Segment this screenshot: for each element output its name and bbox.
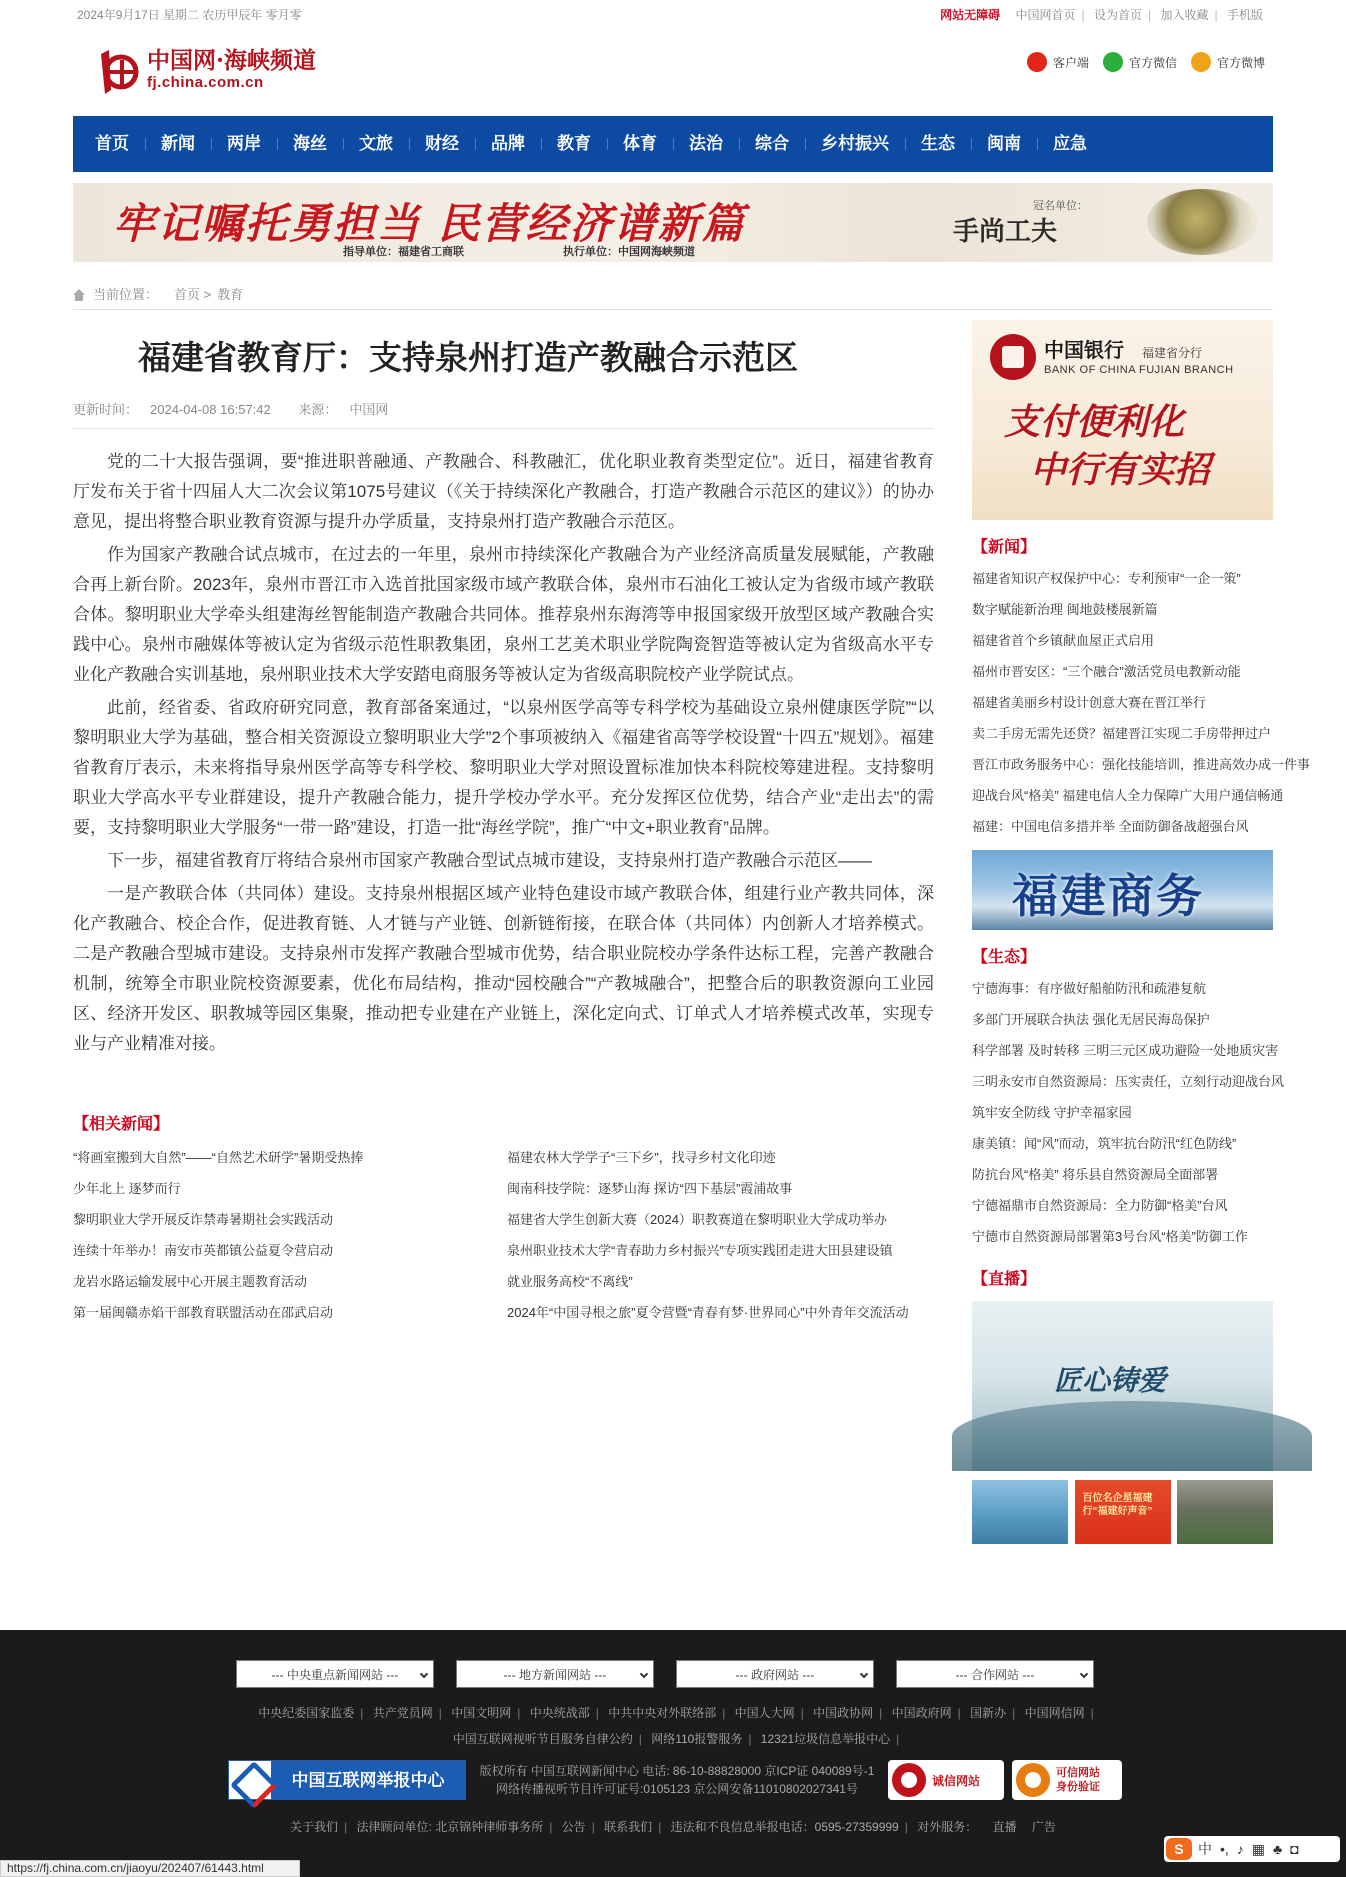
related-news-item[interactable]: 闽南科技学院：逐梦山海 探访“四下基层”霞浦故事 bbox=[507, 1181, 793, 1196]
footer-link[interactable]: 国新办 bbox=[970, 1706, 1007, 1720]
publish-time: 2024-04-08 16:57:42 bbox=[150, 402, 271, 417]
nav-item-education[interactable]: 教育 bbox=[541, 116, 607, 172]
news-item[interactable]: 迎战台风“格美” 福建电信人全力保障广大用户通信畅通 bbox=[972, 788, 1284, 803]
news-item[interactable]: 福建省美丽乡村设计创意大赛在晋江举行 bbox=[972, 695, 1207, 710]
ime-logo-icon: S bbox=[1166, 1838, 1192, 1860]
footer-link[interactable]: 中国文明网 bbox=[451, 1706, 512, 1720]
footer-link[interactable]: 法律顾问单位: 北京锦钟律师事务所 bbox=[356, 1820, 544, 1834]
breadcrumb-current[interactable]: 教育 bbox=[217, 287, 244, 302]
footer-link[interactable]: 公告 bbox=[561, 1820, 586, 1834]
nav-item-news[interactable]: 新闻 bbox=[145, 116, 211, 172]
related-news-item[interactable]: 龙岩水路运输发展中心开展主题教育活动 bbox=[73, 1274, 308, 1289]
interview-thumbnail[interactable] bbox=[1177, 1480, 1273, 1544]
bank-of-china-ad[interactable] bbox=[972, 320, 1273, 520]
nav-item-home[interactable]: 首页 bbox=[95, 134, 129, 153]
copyright-text bbox=[472, 1762, 882, 1798]
boc-slogan-2: 中行有实招 bbox=[1030, 449, 1211, 491]
nav-item-sports[interactable]: 体育 bbox=[607, 116, 673, 172]
logo-title: 中国网·海峡频道 bbox=[147, 47, 317, 74]
ecology-list bbox=[972, 973, 1285, 1252]
sidebar bbox=[972, 320, 1311, 1544]
ecology-item[interactable]: 宁德福鼎市自然资源局：全力防御“格美”台风 bbox=[972, 1198, 1228, 1213]
date-text: 2024年9月17日 星期二 农历甲辰年 零月零 bbox=[77, 8, 302, 22]
article-title: 福建省教育厅：支持泉州打造产教融合示范区 bbox=[138, 338, 798, 377]
boc-branch: 福建省分行 bbox=[1142, 346, 1203, 360]
related-news-item[interactable]: 黎明职业大学开展反诈禁毒暑期社会实践活动 bbox=[73, 1212, 334, 1227]
trusted-site-badge[interactable] bbox=[1012, 1760, 1122, 1800]
nav-item-minnan[interactable]: 闽南 bbox=[971, 116, 1037, 172]
weibo-icon bbox=[1191, 52, 1211, 72]
top-bar bbox=[73, 0, 1273, 30]
central-news-select[interactable]: --- 中央重点新闻网站 --- bbox=[236, 1660, 434, 1688]
nav-item-maritime-silk[interactable]: 海丝 bbox=[277, 116, 343, 172]
ecology-item[interactable]: 宁德海事：有序做好船舶防汛和疏港复航 bbox=[972, 981, 1207, 996]
live-thumbnails bbox=[972, 1480, 1273, 1544]
island-thumbnail[interactable] bbox=[972, 1480, 1068, 1544]
site-header bbox=[73, 30, 1273, 116]
article-paragraph: 此前，经省委、省政府研究同意，教育部备案通过，“以泉州医学高等专科学校为基础设立泉州健康医学院”“以黎明职业大学为基础，整合相关资源设立黎明职业大学”2个事项被纳入《福建省高等学校设置“十四五”规划》。福建省教育厅表示，未来将指导泉州医学高等专科学校、黎明职业大学对照设置标准加快本科院校筹建进程。支持黎明职业大学高水平专业群建设，提升产教融合能力，提升学校办学水平。充分发挥区位优势，结合产业“走出去”的需要，支持黎明职业大学服务“一带一路”建设，打造一批“海丝学院”，推广“中文+职业教育”品牌。 bbox=[73, 698, 934, 837]
boc-english-name: BANK OF CHINA FUJIAN BRANCH bbox=[1044, 364, 1234, 376]
weibo-label: 官方微博 bbox=[1216, 55, 1265, 70]
breadcrumb-label: 当前位置： bbox=[93, 287, 159, 302]
time-label: 更新时间： bbox=[73, 402, 139, 417]
footer-link[interactable]: 12321垃圾信息举报中心 bbox=[760, 1732, 891, 1746]
boc-slogan-1: 支付便利化 bbox=[1004, 401, 1185, 443]
article-source: 中国网 bbox=[349, 402, 389, 417]
related-news-item[interactable]: 福建省大学生创新大赛（2024）职教赛道在黎明职业大学成功举办 bbox=[507, 1212, 887, 1227]
article bbox=[73, 320, 934, 1544]
government-select[interactable]: --- 政府网站 --- bbox=[676, 1660, 874, 1688]
logo-domain: fj.china.com.cn bbox=[147, 74, 264, 91]
footer-link[interactable]: 中国网信网 bbox=[1024, 1706, 1085, 1720]
ecology-item[interactable]: 科学部署 及时转移 三明三元区成功避险一处地质灾害 bbox=[972, 1043, 1279, 1058]
punctuation-icon[interactable]: •, bbox=[1220, 1841, 1229, 1857]
client-icon bbox=[1027, 52, 1047, 72]
live-title: 匠心铸爱 bbox=[1054, 1364, 1167, 1397]
related-news-item[interactable]: 福建农林大学学子“三下乡”，找寻乡村文化印迹 bbox=[507, 1150, 776, 1165]
ecology-item[interactable]: 多部门开展联合执法 强化无居民海岛保护 bbox=[972, 1012, 1210, 1027]
footer-site-selects bbox=[236, 1660, 1116, 1688]
accessibility-link[interactable]: 网站无障碍 bbox=[940, 8, 1001, 22]
local-news-select[interactable]: --- 地方新闻网站 --- bbox=[456, 1660, 654, 1688]
footer-link[interactable]: 违法和不良信息举报电话：0595-27359999 bbox=[670, 1820, 899, 1834]
nav-item-brand[interactable]: 品牌 bbox=[475, 116, 541, 172]
ime-toolbar[interactable] bbox=[1164, 1836, 1340, 1862]
article-paragraph: 一是产教联合体（共同体）建设。支持泉州根据区域产业特色建设市域产教联合体，组建行业产教共同体，深化产教融合、校企合作，促进教育链、人才链与产业链、创新链衔接，在联合体（共同体）内创新人才培养模式。二是产教融合型城市建设。支持泉州市发挥产教融合型城市优势，结合职业院校办学条件达标工程，完善产教融合机制，统筹全市职业院校资源要素，优化布局结构，推动“园校融合”“产教城融合”，把整合后的职教资源向工业园区、经济开发区、职教城等园区集聚，推动把专业建在产业链上，深化定向式、订单式人才培养模式改革，实现专业与产业精准对接。 bbox=[73, 884, 934, 1053]
nav-item-general[interactable]: 综合 bbox=[739, 116, 805, 172]
banner-exec: 执行单位：中国网海峡频道 bbox=[563, 246, 695, 258]
ecology-item[interactable]: 三明永安市自然资源局：压实责任，立刻行动迎战台风 bbox=[972, 1074, 1285, 1089]
main-content bbox=[73, 320, 1311, 1544]
footer-links-row-3: 关于我们 | 法律顾问单位: 北京锦钟律师事务所 | 公告 | 联系我们 | 违法和不良信息举报电话：0595-27359999 | 对外服务： 直播 广告 bbox=[290, 1820, 1056, 1834]
ime-language[interactable]: 中 bbox=[1198, 1841, 1212, 1857]
related-news-heading: 【相关新闻】 bbox=[73, 1116, 170, 1133]
credible-site-badge[interactable] bbox=[888, 1760, 1004, 1800]
event-thumbnail-text: 百位名企星福建行“福建好声音” bbox=[1082, 1493, 1153, 1517]
live-video-thumbnail[interactable] bbox=[972, 1301, 1273, 1471]
footer-link[interactable]: 共产党员网 bbox=[372, 1706, 433, 1720]
site-logo[interactable] bbox=[87, 40, 316, 100]
related-news-item[interactable]: 2024年“中国寻根之旅”夏令营暨“青春有梦·世界同心”中外青年交流活动 bbox=[507, 1305, 909, 1320]
skin-icon[interactable]: ♣ bbox=[1273, 1841, 1283, 1857]
keyboard-icon[interactable]: ▦ bbox=[1251, 1840, 1266, 1857]
related-news-list bbox=[73, 1142, 934, 1328]
credible-site-label: 诚信网站 bbox=[932, 1773, 981, 1788]
footer-link[interactable]: 中共中央对外联络部 bbox=[608, 1706, 717, 1720]
ecology-item[interactable]: 防抗台风“格美” 将乐县自然资源局全面部署 bbox=[972, 1167, 1219, 1182]
article-paragraph: 下一步，福建省教育厅将结合泉州市国家产教融合型试点城市建设，支持泉州打造产教融合示范区—— bbox=[107, 851, 872, 870]
news-item[interactable]: 卖二手房无需先还贷？福建晋江实现二手房带押过户 bbox=[972, 726, 1272, 741]
chevron-down-icon bbox=[1080, 1670, 1088, 1678]
footer-link[interactable]: 中央纪委国家监委 bbox=[258, 1706, 355, 1720]
news-list bbox=[972, 563, 1311, 842]
internet-report-center-badge[interactable] bbox=[228, 1760, 466, 1800]
ecology-item[interactable]: 宁德市自然资源局部署第3号台风“格美”防御工作 bbox=[972, 1229, 1248, 1244]
nav-item-cross-strait[interactable]: 两岸 bbox=[211, 116, 277, 172]
news-item[interactable]: 福建省知识产权保护中心：专利预审“一企一策” bbox=[972, 571, 1241, 586]
news-heading: 【新闻】 bbox=[972, 539, 1037, 556]
footer-links-row-1: 中央纪委国家监委 | 共产党员网 | 中国文明网 | 中央统战部 | 中共中央对外联络部 | 中国人大网 | 中国政协网 | 中国政府网 | 国新办 | 中国网信网 | bbox=[258, 1706, 1094, 1720]
related-news-item[interactable]: 少年北上 逐梦而行 bbox=[73, 1181, 181, 1196]
fujian-commerce-ad[interactable] bbox=[972, 850, 1273, 930]
client-label: 客户端 bbox=[1052, 55, 1089, 70]
chevron-down-icon bbox=[420, 1670, 428, 1678]
wechat-icon bbox=[1103, 52, 1123, 72]
nav-item-rural[interactable]: 乡村振兴 bbox=[805, 116, 905, 172]
article-paragraph: 党的二十大报告强调，要“推进职普融通、产教融合、科教融汇，优化职业教育类型定位”。近日，福建省教育厅发布关于省十四届人大二次会议第1075号建议（《关于持续深化产教融合，打造产教融合示范区的建议》）的协办意见，提出将整合职业教育资源与提升办学质量，支持泉州打造产教融合示范区。 bbox=[73, 452, 934, 531]
boc-logo-icon bbox=[990, 334, 1036, 380]
mobile-link[interactable]: 手机版 bbox=[1226, 8, 1263, 22]
footer-link[interactable]: 网络110报警服务 bbox=[651, 1732, 743, 1746]
gamepad-icon[interactable]: ◘ bbox=[1290, 1841, 1299, 1857]
site-footer bbox=[0, 1630, 1346, 1877]
banner-guide: 指导单位：福建省工商联 bbox=[343, 246, 464, 258]
nav-item-emergency[interactable]: 应急 bbox=[1037, 116, 1103, 172]
top-links: 网站无障碍 中国网首页 | 设为首页 | 加入收藏 | 手机版 bbox=[940, 8, 1263, 22]
related-news-item[interactable]: 泉州职业技术大学“青春助力乡村振兴”专项实践团走进大田县建设镇 bbox=[507, 1243, 893, 1258]
wechat-link[interactable] bbox=[1103, 52, 1177, 72]
nav-item-law[interactable]: 法治 bbox=[673, 116, 739, 172]
news-item[interactable]: 福建：中国电信多措并举 全面防御备战超强台风 bbox=[972, 819, 1249, 834]
banner-brand: 手尚工夫 bbox=[953, 217, 1058, 247]
related-news-item[interactable]: “将画室搬到大自然”——“自然艺术研学”暑期受热捧 bbox=[73, 1150, 364, 1165]
trusted-site-sub: 身份验证 bbox=[1056, 1781, 1100, 1793]
wechat-label: 官方微信 bbox=[1128, 55, 1177, 70]
home-icon bbox=[73, 289, 85, 301]
trusted-site-label: 可信网站 bbox=[1056, 1767, 1100, 1779]
footer-link[interactable]: 广告 bbox=[1031, 1820, 1056, 1834]
china-net-logo-icon bbox=[87, 40, 147, 100]
credit-icon bbox=[892, 1763, 926, 1797]
status-bar-url: https://fj.china.com.cn/jiaoyu/202407/61443.html bbox=[0, 1860, 300, 1877]
trusted-icon bbox=[1016, 1763, 1050, 1797]
breadcrumb-home[interactable]: 首页 > bbox=[174, 287, 212, 302]
news-item[interactable]: 晋江市政务服务中心：强化技能培训，推进高效办成一件事 bbox=[972, 757, 1311, 772]
banner-host-label: 冠名单位： bbox=[1033, 200, 1088, 212]
footer-link[interactable]: 中国人大网 bbox=[734, 1706, 795, 1720]
related-news-item[interactable]: 就业服务高校“不离线” bbox=[507, 1274, 633, 1289]
footer-link[interactable]: 关于我们 bbox=[290, 1820, 339, 1834]
related-news-item[interactable]: 连续十年举办！南安市英都镇公益夏令营启动 bbox=[73, 1243, 334, 1258]
article-paragraph: 作为国家产教融合试点城市，在过去的一年里，泉州市持续深化产教融合为产业经济高质量发展赋能，产教融合再上新台阶。2023年，泉州市晋江市入选首批国家级市域产教联合体，泉州市石油化工被认定为省级市域产教联合体。黎明职业大学牵头组建海丝智能制造产教融合共同体。推荐泉州东海湾等申报国家级开放型区域产教融合实践中心。泉州市融媒体等被认定为省级示范性职教集团，泉州工艺美术职业学院陶瓷智造等被认定为省级高水平专业化产教融合实训基地，泉州职业技术大学安踏电商服务等被认定为省级高职院校产业学院试点。 bbox=[73, 545, 934, 684]
chevron-down-icon bbox=[860, 1670, 868, 1678]
news-item[interactable]: 数字赋能新治理 闽地鼓楼展新篇 bbox=[972, 602, 1158, 617]
footer-links-row-2: 中国互联网视听节目服务自律公约 | 网络110报警服务 | 12321垃圾信息举报中心 | bbox=[452, 1732, 900, 1746]
partner-select[interactable]: --- 合作网站 --- bbox=[896, 1660, 1094, 1688]
top-banner-ad[interactable] bbox=[73, 183, 1273, 262]
footer-link[interactable]: 中国互联网视听节目服务自律公约 bbox=[452, 1732, 633, 1746]
client-app-link[interactable] bbox=[1027, 52, 1089, 72]
source-label: 来源： bbox=[298, 402, 338, 417]
footer-link[interactable]: 中国政协网 bbox=[813, 1706, 874, 1720]
report-center-icon bbox=[235, 1765, 271, 1795]
live-heading: 【直播】 bbox=[972, 1271, 1037, 1288]
news-item[interactable]: 福州市晋安区：“三个融合”激活党员电教新动能 bbox=[972, 664, 1241, 679]
event-thumbnail[interactable] bbox=[1075, 1480, 1171, 1544]
nav-item-finance[interactable]: 财经 bbox=[409, 116, 475, 172]
footer-link[interactable]: 中央统战部 bbox=[529, 1706, 590, 1720]
boc-bank-name: 中国银行 bbox=[1044, 338, 1124, 362]
copyright-line-2: 网络传播视听节目许可证号:0105123 京公网安备11010802027341号 bbox=[496, 1782, 858, 1796]
breadcrumb bbox=[73, 286, 1273, 310]
related-news-item[interactable]: 第一届闽赣赤焰干部教育联盟活动在邵武启动 bbox=[73, 1305, 334, 1320]
main-nav bbox=[73, 116, 1273, 172]
set-homepage-link[interactable]: 设为首页 bbox=[1094, 8, 1143, 22]
tea-cup-image bbox=[1147, 189, 1257, 255]
ecology-heading: 【生态】 bbox=[972, 949, 1037, 966]
ecology-item[interactable]: 筑牢安全防线 守护幸福家园 bbox=[972, 1105, 1132, 1120]
article-body bbox=[73, 447, 934, 1059]
news-item[interactable]: 福建省首个乡镇献血屋正式启用 bbox=[972, 633, 1155, 648]
copyright-line-1: 版权所有 中国互联网新闻中心 电话: 86-10-88828000 京ICP证 040089号-1 bbox=[479, 1764, 875, 1778]
footer-link[interactable]: 直播 bbox=[992, 1820, 1017, 1834]
mountain-image bbox=[952, 1401, 1312, 1471]
commerce-ad-title: 福建商务 bbox=[1012, 869, 1204, 923]
article-meta bbox=[73, 399, 934, 429]
footer-link[interactable]: 对外服务： bbox=[917, 1820, 978, 1834]
report-center-label: 中国互联网举报中心 bbox=[271, 1761, 465, 1799]
weibo-link[interactable] bbox=[1191, 52, 1265, 72]
footer-link[interactable]: 联系我们 bbox=[604, 1820, 653, 1834]
add-favorite-link[interactable]: 加入收藏 bbox=[1160, 8, 1209, 22]
social-links bbox=[1013, 52, 1265, 72]
footer-link[interactable]: 中国政府网 bbox=[891, 1706, 952, 1720]
microphone-icon[interactable]: ♪ bbox=[1236, 1841, 1244, 1857]
banner-title: 牢记嘱托勇担当 民营经济谱新篇 bbox=[113, 199, 746, 248]
nav-item-ecology[interactable]: 生态 bbox=[905, 116, 971, 172]
china-home-link[interactable]: 中国网首页 bbox=[1015, 8, 1076, 22]
ecology-item[interactable]: 康美镇：闻“风”而动，筑牢抗台防汛“红色防线” bbox=[972, 1136, 1237, 1151]
chevron-down-icon bbox=[640, 1670, 648, 1678]
nav-item-culture-tourism[interactable]: 文旅 bbox=[343, 116, 409, 172]
